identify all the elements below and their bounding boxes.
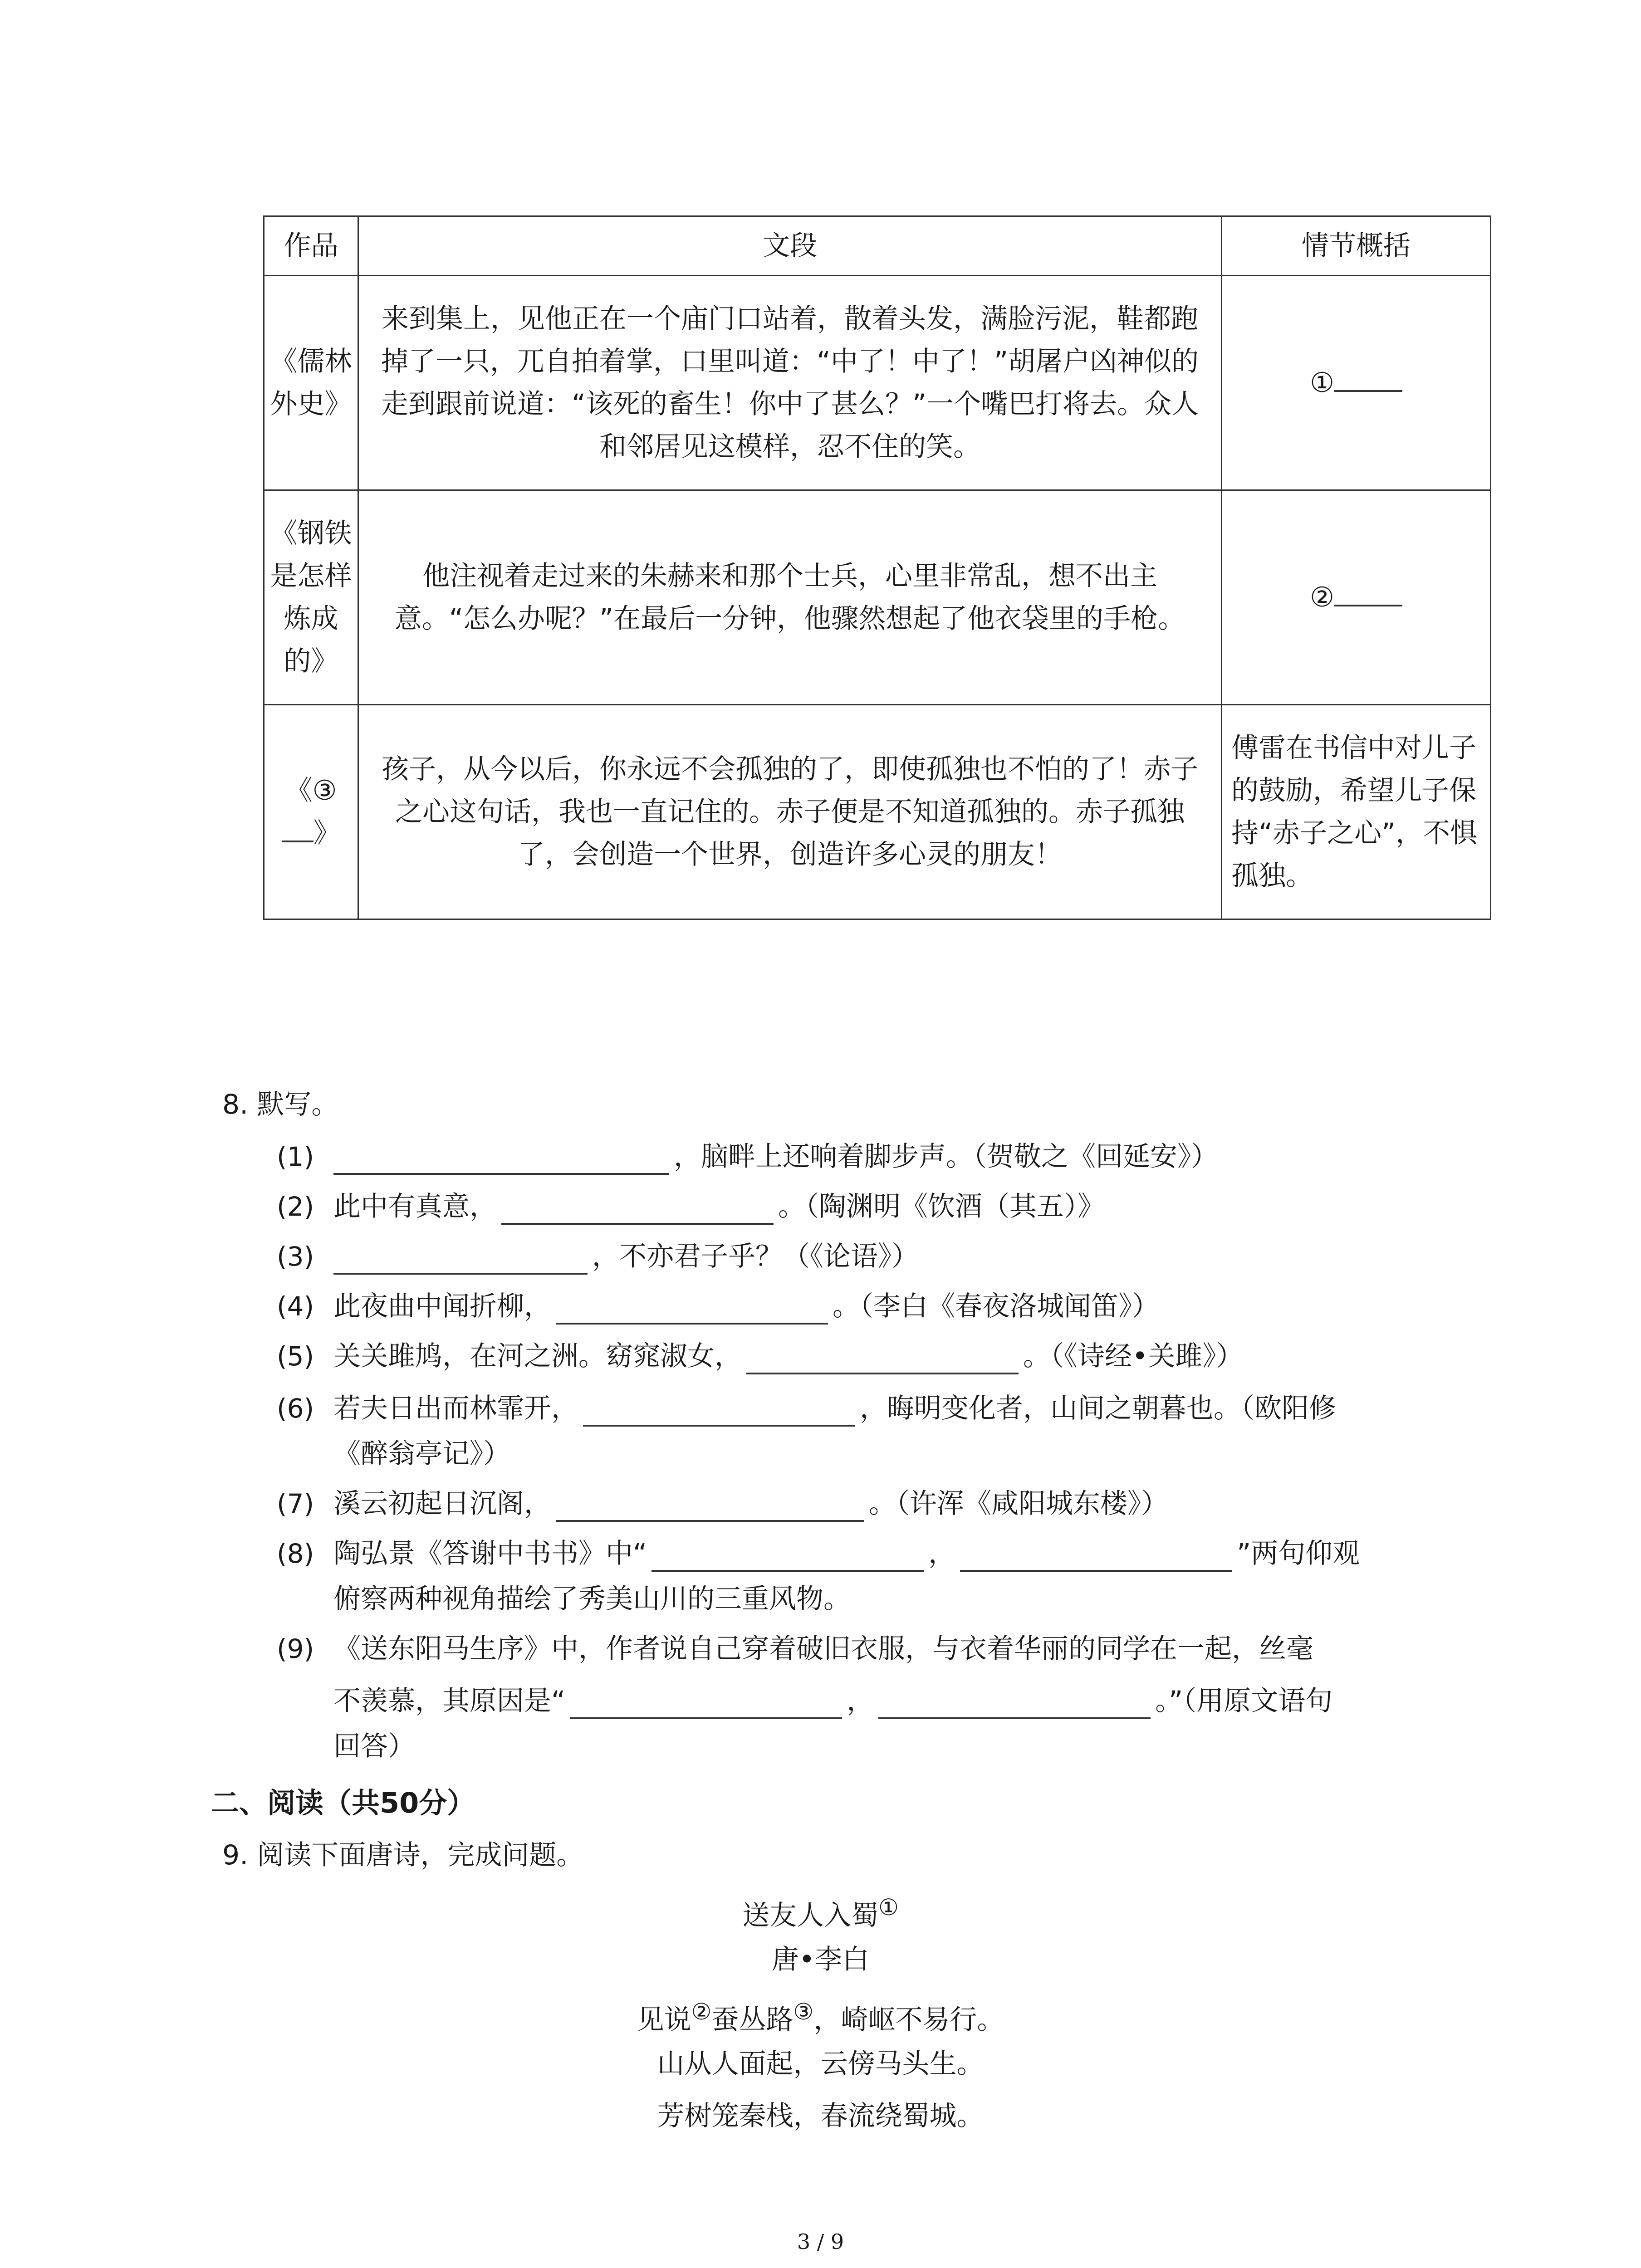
item-text: ，	[928, 1538, 956, 1569]
item-text: 。”（用原文语句	[1155, 1685, 1333, 1717]
summary-label: ①	[1310, 367, 1334, 399]
item-text: 俯察两种视角描绘了秀美山川的三重风物。	[333, 1583, 851, 1615]
item-text: ，不亦君子乎？（《论语》）	[592, 1241, 919, 1272]
q8-title: 8. 默写。	[222, 1089, 339, 1120]
item-text: ”两句仰观	[1237, 1538, 1360, 1569]
section-heading: 二、阅读（共50分）	[211, 1786, 475, 1819]
answer-blank[interactable]	[333, 1244, 588, 1275]
page-number: 3 / 9	[797, 2229, 844, 2254]
poem-line	[0, 1994, 1641, 2038]
item-text: 此中有真意，	[333, 1191, 497, 1222]
passage-text: 孩子，从今以后，你永远不会孤独的了，即使孤独也不怕的了！赤子之心这句话，我也一直记住的。赤子便是不知道孤独的。赤子孤独了，会创造一个世界，创造许多心灵的朋友！	[358, 705, 1222, 919]
work-close: 》	[313, 817, 341, 849]
item-text: ，	[847, 1685, 874, 1717]
item-number: (1)	[277, 1141, 314, 1172]
item-text: 溪云初起日沉阁，	[333, 1488, 551, 1520]
q8-item-1	[333, 1139, 1218, 1175]
table-row	[264, 490, 1491, 705]
poem-text: 见说	[637, 2004, 691, 2036]
q8-item-3	[333, 1238, 919, 1275]
table-row	[264, 705, 1491, 919]
summary-cell[interactable]	[1222, 276, 1491, 490]
footnote-mark: ②	[691, 1999, 712, 2025]
item-text: 。（许浑《咸阳城东楼》）	[869, 1488, 1168, 1520]
answer-blank[interactable]	[878, 1688, 1151, 1719]
passage-text: 来到集上，见他正在一个庙门口站着，散着头发，满脸污泥，鞋都跑掉了一只，兀自拍着掌，口里叫道：“中了！中了！”胡屠户凶神似的走到跟前说道：“该死的畜生！你中了甚么？”一个嘴巴打将去。众人和邻居见这模样，忍不住的笑。	[358, 276, 1222, 490]
q8-item-4	[333, 1288, 1159, 1325]
header-work: 作品	[264, 216, 358, 276]
work-open: 《③	[285, 775, 337, 807]
answer-blank[interactable]	[1334, 577, 1402, 606]
q8-item-8	[333, 1535, 1360, 1572]
item-number: (8)	[277, 1538, 314, 1569]
poem-text: 蚕丛路	[711, 2004, 794, 2036]
work-title: 《钢铁是怎样炼成的》	[264, 490, 358, 705]
item-number: (3)	[277, 1241, 314, 1272]
item-number: (9)	[277, 1633, 314, 1664]
poem-line: 山从人面起，云傍马头生。	[657, 2048, 984, 2080]
item-text: 回答）	[333, 1730, 415, 1762]
poem-author: 唐•李白	[771, 1944, 870, 1975]
passage-text: 他注视着走过来的朱赫来和那个士兵，心里非常乱，想不出主意。“怎么办呢？”在最后一分钟，他骤然想起了他衣袋里的手枪。	[358, 490, 1222, 705]
item-number: (6)	[277, 1393, 314, 1424]
item-number: (2)	[277, 1191, 314, 1222]
answer-blank[interactable]	[960, 1541, 1232, 1572]
literature-table	[263, 215, 1491, 920]
item-text: 。（陶渊明《饮酒（其五）》	[778, 1191, 1105, 1222]
poem-title	[0, 1889, 1641, 1934]
item-text: 《醉翁亭记》）	[333, 1438, 510, 1470]
header-passage: 文段	[358, 216, 1222, 276]
item-text: 若夫日出而林霏开，	[333, 1393, 578, 1424]
footnote-mark: ①	[878, 1894, 899, 1921]
answer-blank[interactable]	[282, 813, 314, 842]
q8-item-7	[333, 1486, 1168, 1522]
answer-blank[interactable]	[746, 1344, 1019, 1374]
answer-blank[interactable]	[652, 1541, 924, 1572]
q8-item-2	[333, 1188, 1105, 1225]
item-text: 陶弘景《答谢中书书》中“	[333, 1538, 647, 1569]
item-text: ，晦明变化者，山间之朝暮也。（欧阳修	[860, 1393, 1336, 1424]
work-title-blank-cell[interactable]	[264, 705, 358, 919]
item-text: 此夜曲中闻折柳，	[333, 1290, 551, 1322]
answer-blank[interactable]	[333, 1144, 669, 1175]
item-number: (7)	[277, 1488, 314, 1519]
item-text: ，脑畔上还响着脚步声。（贺敬之《回延安》）	[674, 1141, 1218, 1173]
item-text: 不羡慕，其原因是“	[333, 1685, 566, 1717]
item-text: 关关雎鸠，在河之洲。窈窕淑女，	[333, 1340, 742, 1372]
work-title: 《儒林外史》	[264, 276, 358, 490]
q8-item-9	[333, 1683, 1332, 1719]
poem-text: ，崎岖不易行。	[813, 2004, 1004, 2036]
item-text: 。（李白《春夜洛城闻笛》）	[833, 1290, 1159, 1322]
answer-blank[interactable]	[1334, 363, 1402, 392]
footnote-mark: ③	[793, 1999, 814, 2025]
table-row	[264, 276, 1491, 490]
answer-blank[interactable]	[583, 1396, 855, 1427]
summary-text: 傅雷在书信中对儿子的鼓励，希望儿子保持“赤子之心”，不惧孤独。	[1222, 705, 1491, 919]
answer-blank[interactable]	[570, 1688, 842, 1719]
q8-item-5	[333, 1338, 1243, 1374]
summary-cell[interactable]	[1222, 490, 1491, 705]
q8-item-6	[333, 1390, 1336, 1427]
poem-line: 芳树笼秦栈，春流绕蜀城。	[657, 2100, 984, 2132]
item-number: (5)	[277, 1341, 314, 1372]
answer-blank[interactable]	[501, 1194, 774, 1225]
summary-label: ②	[1310, 582, 1334, 613]
item-text: 《送东阳马生序》中，作者说自己穿着破旧衣服，与衣着华丽的同学在一起，丝毫	[333, 1633, 1313, 1665]
q9-title: 9. 阅读下面唐诗，完成问题。	[222, 1839, 584, 1871]
header-summary: 情节概括	[1222, 216, 1491, 276]
poem-title-text: 送友人入蜀	[742, 1900, 879, 1931]
answer-blank[interactable]	[556, 1294, 828, 1325]
answer-blank[interactable]	[556, 1491, 864, 1522]
item-number: (4)	[277, 1291, 314, 1322]
item-text: 。（《诗经•关雎》）	[1023, 1340, 1244, 1372]
